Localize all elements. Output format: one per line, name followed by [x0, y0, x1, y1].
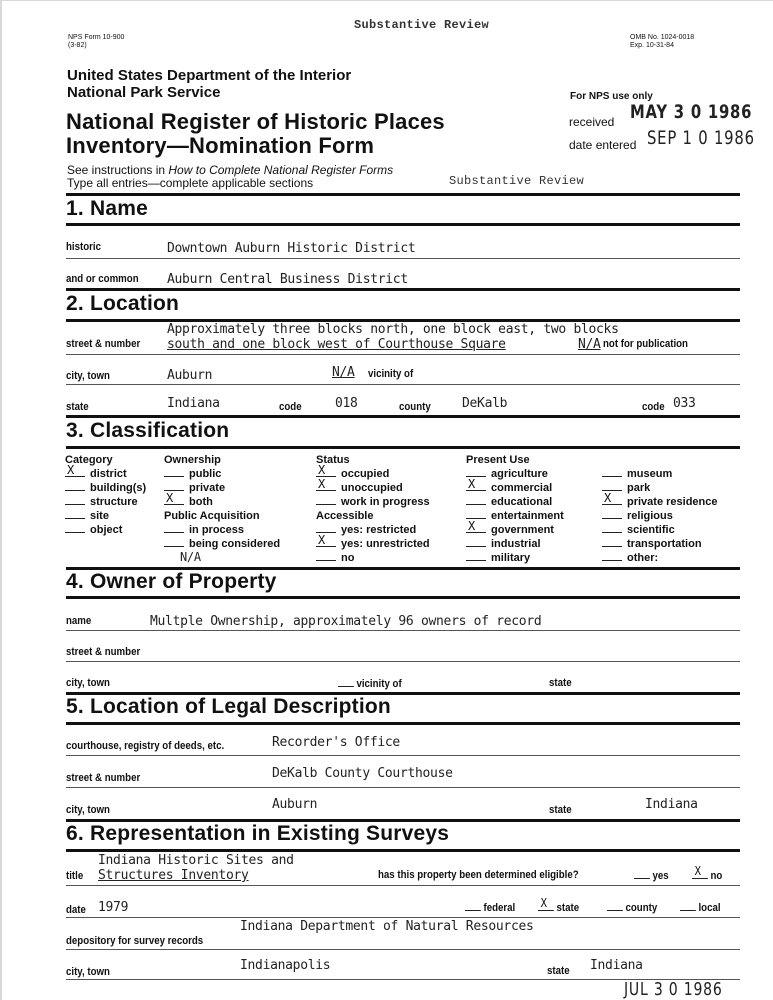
section-divider: [66, 722, 740, 725]
nps-use-heading: For NPS use only: [570, 91, 653, 102]
historic-label: historic: [66, 241, 101, 253]
state-label: state: [66, 401, 89, 413]
common-name-label: and or common: [66, 273, 139, 285]
status-heading: Status: [316, 454, 350, 466]
historic-name-field[interactable]: Downtown Auburn Historic District: [167, 241, 416, 256]
checkbox-unoccupied[interactable]: X unoccupied: [318, 477, 403, 494]
accessible-heading: Accessible: [316, 510, 374, 522]
checkbox-government[interactable]: X government: [468, 519, 554, 536]
public-acquisition-note: N/A: [180, 550, 201, 564]
depository-field[interactable]: Indiana Department of Natural Resources: [240, 919, 534, 934]
level-local[interactable]: local: [680, 901, 721, 914]
survey-date-label: date: [66, 904, 86, 916]
checkbox-both[interactable]: X both: [166, 491, 213, 508]
category-column: [65, 453, 146, 537]
checkbox-work-in-progress[interactable]: work in progress: [316, 495, 430, 509]
checkbox-private-residence[interactable]: X private residence: [604, 491, 718, 508]
form-title-line2: Inventory—Nomination Form: [66, 133, 375, 158]
checkbox-religious[interactable]: religious: [602, 509, 718, 523]
vicinity-value[interactable]: N/A: [332, 365, 355, 380]
field-underline: [66, 354, 740, 355]
county-code-field[interactable]: 033: [673, 396, 696, 411]
checkbox-industrial[interactable]: industrial: [466, 537, 564, 551]
field-underline: [66, 949, 740, 950]
omb-number: OMB No. 1024-0018: [630, 34, 695, 41]
present-use-column-2: [602, 467, 718, 565]
checkbox-entertainment[interactable]: entertainment: [466, 509, 564, 523]
field-underline: [66, 755, 740, 756]
checkbox-private[interactable]: private: [164, 481, 280, 495]
common-name-field[interactable]: Auburn Central Business District: [167, 272, 408, 287]
street-line2-field[interactable]: south and one block west of Courthouse Square: [167, 337, 506, 352]
section-divider: [66, 288, 740, 291]
checkbox-yes-restricted[interactable]: yes: restricted: [316, 523, 430, 537]
owner-state-label: state: [549, 677, 572, 689]
checkbox-transportation[interactable]: transportation: [602, 537, 718, 551]
field-underline: [66, 917, 740, 918]
legal-street-field[interactable]: DeKalb County Courthouse: [272, 766, 453, 781]
instructions-line2: Type all entries—complete applicable sections: [67, 176, 314, 190]
depository-label: depository for survey records: [66, 935, 204, 947]
section-divider: [66, 596, 740, 599]
checkbox-no[interactable]: no: [316, 551, 430, 565]
owner-city-label: city, town: [66, 677, 110, 689]
vicinity-label: vicinity of: [368, 368, 414, 380]
checkbox-site[interactable]: site: [65, 509, 146, 523]
section-divider: [66, 415, 740, 418]
status-column: [316, 453, 430, 565]
survey-title-line2[interactable]: Structures Inventory: [98, 868, 249, 883]
survey-title-label: title: [66, 870, 84, 882]
checkbox-yes-unrestricted[interactable]: X yes: unrestricted: [318, 533, 430, 550]
county-label: county: [399, 401, 431, 413]
present-use-column-1: [466, 453, 564, 565]
section6-title: 6. Representation in Existing Surveys: [66, 822, 450, 845]
not-for-publication-value[interactable]: N/A: [578, 337, 601, 352]
field-underline: [66, 630, 740, 631]
form-date: (3-82): [68, 42, 87, 49]
level-federal[interactable]: federal: [465, 901, 515, 914]
section2-title: 2. Location: [66, 292, 180, 315]
checkbox-being-considered[interactable]: being considered: [164, 537, 280, 551]
depository-city-field[interactable]: Indianapolis: [240, 958, 331, 973]
street-line1-field[interactable]: Approximately three blocks north, one block east, two blocks: [167, 322, 619, 337]
received-label: received: [569, 115, 615, 129]
owner-street-label: street & number: [66, 646, 141, 658]
section-divider: [66, 849, 740, 852]
state-code-label: code: [279, 401, 302, 413]
checkbox-other[interactable]: other:: [602, 551, 718, 565]
checkbox-district[interactable]: X district: [67, 463, 127, 480]
checkbox-in-process[interactable]: in process: [164, 523, 280, 537]
instructions-guide-title: How to Complete National Register Forms: [168, 163, 394, 177]
checkbox-military[interactable]: military: [466, 551, 564, 565]
checkbox-buildings[interactable]: building(s): [65, 481, 146, 495]
owner-name-field[interactable]: Multple Ownership, approximately 96 owners of record: [150, 614, 542, 629]
review-stamp-top: Substantive Review: [354, 18, 490, 32]
checkbox-occupied[interactable]: X occupied: [318, 463, 390, 480]
section1-title: 1. Name: [66, 197, 148, 220]
checkbox-commercial[interactable]: X commercial: [468, 477, 553, 494]
survey-date-field[interactable]: 1979: [98, 900, 129, 915]
checkbox-park[interactable]: park: [602, 481, 718, 495]
agency-name: National Park Service: [67, 84, 221, 101]
owner-vicinity[interactable]: vicinity of: [338, 677, 402, 690]
date-entered-stamp: SEP 1 0 1986: [647, 127, 755, 149]
instructions-line1: [67, 163, 393, 177]
section3-title: 3. Classification: [66, 419, 230, 442]
public-acquisition-heading: Public Acquisition: [164, 510, 260, 522]
checkbox-public[interactable]: public: [164, 467, 280, 481]
checkbox-structure[interactable]: structure: [65, 495, 146, 509]
legal-city-label: city, town: [66, 804, 110, 816]
date-entered-label: date entered: [569, 138, 637, 152]
city-field[interactable]: Auburn: [167, 368, 213, 383]
depository-city-label: city, town: [66, 966, 110, 978]
courthouse-field[interactable]: Recorder's Office: [272, 735, 400, 750]
form-title-line1: National Register of Historic Places: [66, 109, 445, 134]
checkbox-agriculture[interactable]: agriculture: [466, 467, 564, 481]
received-date-stamp: MAY 3 0 1986: [630, 101, 753, 123]
field-underline: [66, 661, 740, 662]
survey-title-line1[interactable]: Indiana Historic Sites and: [98, 853, 294, 868]
review-stamp-mid: Substantive Review: [449, 174, 585, 188]
section-divider: [66, 223, 740, 226]
legal-street-label: street & number: [66, 772, 141, 784]
checkbox-museum[interactable]: museum: [602, 467, 718, 481]
level-state[interactable]: X state: [538, 901, 579, 914]
footer-date-stamp: JUL 3 0 1986: [624, 979, 723, 1000]
section-divider: [66, 446, 740, 449]
ownership-heading: Ownership: [164, 454, 221, 466]
city-label: city, town: [66, 370, 110, 382]
eligibility-question: has this property been determined eligible?: [378, 869, 579, 881]
state-field[interactable]: Indiana: [167, 396, 220, 411]
section-divider: [66, 193, 740, 196]
field-underline: [66, 384, 740, 385]
instructions-prefix: See instructions in: [67, 163, 169, 177]
present-use-heading: Present Use: [466, 454, 530, 466]
level-county[interactable]: county: [607, 901, 657, 914]
checkbox-object[interactable]: object: [65, 523, 146, 537]
checkbox-scientific[interactable]: scientific: [602, 523, 718, 537]
field-underline: [66, 787, 740, 788]
legal-city-field[interactable]: Auburn: [272, 797, 318, 812]
state-code-field[interactable]: 018: [335, 396, 358, 411]
eligible-no[interactable]: X no: [692, 869, 722, 882]
not-for-publication-label: not for publication: [603, 338, 688, 350]
form-number: NPS Form 10-900: [68, 34, 125, 41]
courthouse-label: courthouse, registry of deeds, etc.: [66, 740, 225, 752]
field-underline: [66, 885, 740, 886]
county-code-label: code: [642, 401, 665, 413]
department-name: United States Department of the Interior: [67, 67, 352, 84]
eligible-yes[interactable]: yes: [634, 869, 669, 882]
category-heading: Category: [65, 454, 113, 466]
field-underline: [66, 258, 740, 259]
owner-name-label: name: [66, 615, 92, 627]
checkbox-educational[interactable]: educational: [466, 495, 564, 509]
legal-state-field[interactable]: Indiana: [645, 797, 698, 812]
ownership-column: [164, 453, 280, 564]
depository-state-label: state: [547, 965, 570, 977]
county-field[interactable]: DeKalb: [462, 396, 508, 411]
section4-title: 4. Owner of Property: [66, 570, 277, 593]
depository-state-field[interactable]: Indiana: [590, 958, 643, 973]
street-label: street & number: [66, 338, 141, 350]
legal-state-label: state: [549, 804, 572, 816]
section5-title: 5. Location of Legal Description: [66, 695, 391, 718]
omb-expiration: Exp. 10-31-84: [630, 42, 674, 49]
